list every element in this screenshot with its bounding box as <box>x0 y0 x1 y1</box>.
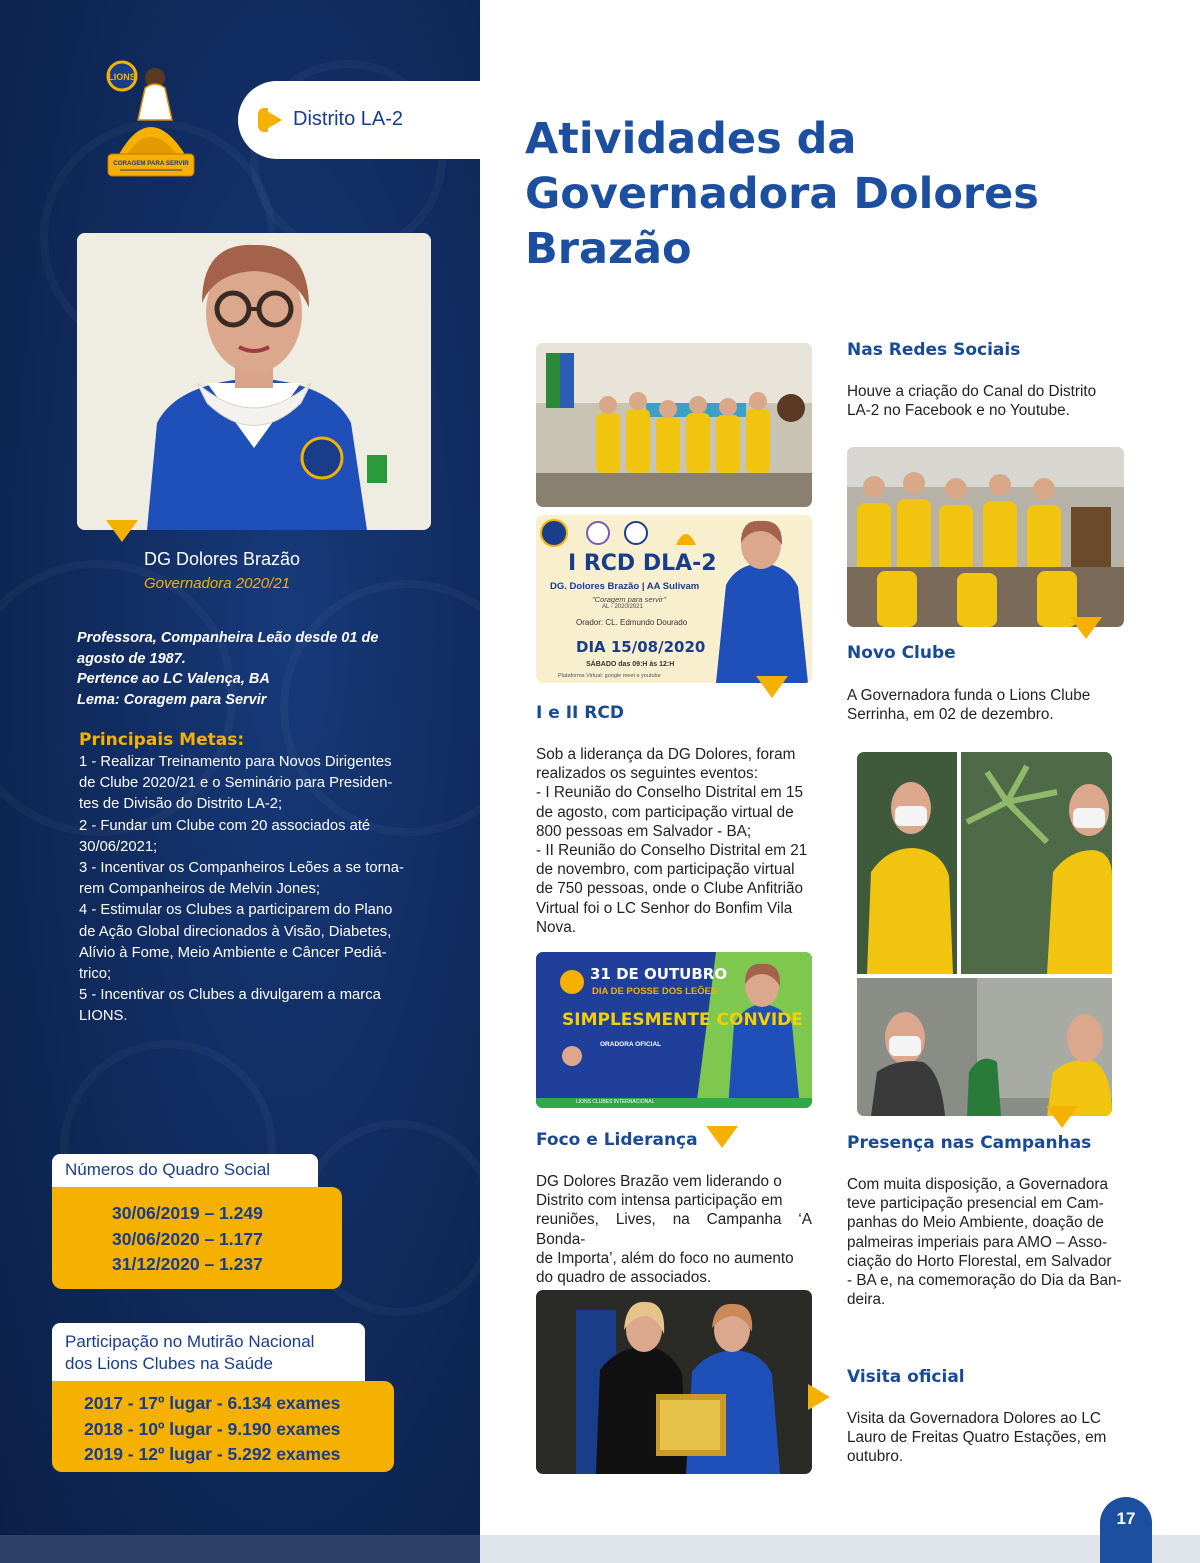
goal-line: de Ação Global direcionados à Visão, Diabetes, <box>79 923 392 940</box>
goal-line: de Clube 2020/21 e o Seminário para Presiden- <box>79 775 393 792</box>
logo-text: LIONS <box>108 72 136 82</box>
mutirao-title-line: dos Lions Clubes na Saúde <box>65 1354 273 1373</box>
title-line-2: Governadora Dolores <box>525 169 1039 219</box>
rcd-banner-date: DIA 15/08/2020 <box>576 638 706 656</box>
profile-name: DG Dolores Brazão <box>144 549 301 569</box>
section-text-campanhas <box>847 1175 1124 1309</box>
footer-strip <box>0 1535 1200 1563</box>
mutirao-title-line: Participação no Mutirão Nacional <box>65 1332 315 1351</box>
district-label: Distrito LA-2 <box>293 108 404 130</box>
profile-bio <box>77 628 417 710</box>
bio-line: Professora, Companheira Leão desde 01 de <box>77 630 379 646</box>
text-line: - BA e, na comemoração do Dia da Ban- <box>847 1272 1122 1290</box>
text-line: de 750 pessoas, onde o Clube Anfitrião <box>536 880 804 898</box>
goal-line: 4 - Estimular os Clubes a participarem do Plano <box>79 902 393 919</box>
text-line: - II Reunião do Conselho Distrital em 21 <box>536 842 808 860</box>
goal-line: 1 - Realizar Treinamento para Novos Dirigentes <box>79 754 392 770</box>
governor-portrait <box>77 233 431 530</box>
text-line: DG Dolores Brazão vem liderando o <box>536 1173 782 1190</box>
rcd-banner-year: AL - 2020/2021 <box>602 604 643 610</box>
pointer-arrow-icon <box>808 1384 830 1410</box>
posse-event: DIA DE POSSE DOS LEÕES <box>592 986 718 997</box>
page-number: 17 <box>1100 1497 1152 1563</box>
rcd-banner-subtitle: DG. Dolores Brazão | AA Sulivam <box>550 581 700 592</box>
text-line: Lauro de Freitas Quatro Estações, em <box>847 1429 1107 1447</box>
quadro-row: 30/06/2019 – 1.249 <box>112 1203 263 1223</box>
mutirao-row: 2018 - 10º lugar - 9.190 exames <box>84 1418 341 1439</box>
quadro-social-card <box>52 1187 342 1289</box>
posse-footer: LIONS CLUBES INTERNACIONAL <box>576 1099 655 1105</box>
photo-new-club <box>847 447 1124 627</box>
play-icon <box>262 108 282 132</box>
profile-role: Governadora 2020/21 <box>144 575 290 592</box>
text-line: deira. <box>847 1291 886 1309</box>
goals-title: Principais Metas: <box>79 730 245 750</box>
section-text-rcd <box>536 745 812 937</box>
quadro-row: 30/06/2020 – 1.177 <box>112 1228 263 1249</box>
mutirao-row: 2019 - 12º lugar - 5.292 exames <box>84 1444 341 1464</box>
photo-official-visit <box>536 1290 812 1474</box>
posse-slogan: SIMPLESMENTE CONVIDE <box>562 1010 803 1030</box>
text-line: do quadro de associados. <box>536 1269 712 1287</box>
text-line: reuniões, Lives, na Campanha ‘A Bonda- <box>536 1211 812 1248</box>
section-text-visita <box>847 1409 1124 1467</box>
mutirao-card <box>52 1381 394 1472</box>
rcd-banner-title: I RCD DLA-2 <box>568 551 717 576</box>
section-heading-foco: Foco e Liderança <box>536 1130 698 1150</box>
text-line: - I Reunião do Conselho Distrital em 15 <box>536 784 803 802</box>
section-text-foco <box>536 1172 812 1287</box>
pin-marker <box>106 520 138 542</box>
section-text-redes <box>847 382 1124 420</box>
goal-line: Alívio à Fome, Meio Ambiente e Câncer Pediá- <box>79 944 387 961</box>
bio-line: Lema: Coragem para Servir <box>77 691 267 708</box>
quadro-row: 31/12/2020 – 1.237 <box>112 1254 263 1274</box>
page-title <box>525 112 1145 277</box>
rcd-banner-motto: "Coragem para servir" <box>592 595 666 604</box>
bio-line: agosto de 1987. <box>77 650 186 667</box>
mutirao-title <box>52 1323 365 1381</box>
goal-line: 2 - Fundar um Clube com 20 associados até <box>79 817 371 834</box>
text-line: Virtual foi o LC Senhor do Bonfim Vila <box>536 899 793 917</box>
section-heading-visita: Visita oficial <box>847 1367 965 1387</box>
text-line: Houve a criação do Canal do Distrito <box>847 383 1097 400</box>
text-line: realizados os seguintes eventos: <box>536 765 758 783</box>
section-heading-rcd: I e II RCD <box>536 703 624 723</box>
photo-group-meeting <box>536 343 812 507</box>
text-line: panhas do Meio Ambiente, doação de <box>847 1214 1104 1232</box>
text-line: Sob a liderança da DG Dolores, foram <box>536 746 796 763</box>
pin-marker <box>1070 617 1102 639</box>
section-text-novo-clube <box>847 686 1124 724</box>
goal-line: 3 - Incentivar os Companheiros Leões a se torna- <box>79 860 404 877</box>
goal-line: LIONS. <box>79 1008 128 1025</box>
section-heading-campanhas: Presença nas Campanhas <box>847 1133 1092 1153</box>
text-line: A Governadora funda o Lions Clube <box>847 687 1091 704</box>
pin-marker <box>1046 1106 1078 1128</box>
district-tab <box>238 81 480 159</box>
text-line: Com muita disposição, a Governadora <box>847 1176 1109 1193</box>
quadro-social-title: Números do Quadro Social <box>52 1154 318 1190</box>
text-line: ciação do Horto Florestal, em Salvador <box>847 1252 1112 1270</box>
goal-line: rem Companheiros de Melvin Jones; <box>79 881 320 898</box>
text-line: outubro. <box>847 1448 904 1466</box>
pin-marker <box>756 676 788 698</box>
photo-campaigns <box>857 752 1112 1116</box>
text-line: Visita da Governadora Dolores ao LC <box>847 1410 1101 1427</box>
text-line: Distrito com intensa participação em <box>536 1192 783 1210</box>
rcd-banner-time: SÁBADO das 09:H às 12:H <box>586 661 675 668</box>
title-line-3: Brazão <box>525 224 692 274</box>
text-line: palmeiras imperiais para AMO – Asso- <box>847 1233 1108 1251</box>
district-logo <box>100 58 200 183</box>
posse-banner <box>536 952 812 1108</box>
goal-line: 30/06/2021; <box>79 838 158 855</box>
logo-motto: CORAGEM PARA SERVIR <box>113 160 189 167</box>
text-line: teve participação presencial em Cam- <box>847 1195 1104 1213</box>
section-heading-novo-clube: Novo Clube <box>847 643 956 663</box>
posse-oradora: ORADORA OFICIAL <box>600 1041 662 1048</box>
posse-date: 31 DE OUTUBRO <box>590 965 728 983</box>
text-line: de novembro, com participação virtual <box>536 861 795 879</box>
goal-line: 5 - Incentivar os Clubes a divulgarem a marca <box>79 987 381 1004</box>
section-heading-redes: Nas Redes Sociais <box>847 340 1021 360</box>
bio-line: Pertence ao LC Valença, BA <box>77 671 270 687</box>
rcd-banner-platform: Plataforma Virtual: google meet e youtube <box>558 673 661 679</box>
text-line: de Importa’, além do foco no aumento <box>536 1249 794 1267</box>
goal-line: trico; <box>79 966 112 983</box>
rcd-banner <box>536 515 812 683</box>
text-line: Serrinha, em 02 de dezembro. <box>847 706 1054 724</box>
pin-marker <box>706 1126 738 1148</box>
goal-line: tes de Divisão do Distrito LA-2; <box>79 796 283 813</box>
goals-list <box>79 752 439 1028</box>
text-line: 800 pessoas em Salvador - BA; <box>536 822 752 840</box>
mutirao-row: 2017 - 17º lugar - 6.134 exames <box>84 1393 341 1413</box>
text-line: Nova. <box>536 918 576 936</box>
title-line-1: Atividades da <box>525 114 857 164</box>
text-line: de agosto, com participação virtual de <box>536 803 794 821</box>
rcd-banner-orador: Orador: CL. Edmundo Dourado <box>576 618 688 627</box>
text-line: LA-2 no Facebook e no Youtube. <box>847 402 1070 420</box>
